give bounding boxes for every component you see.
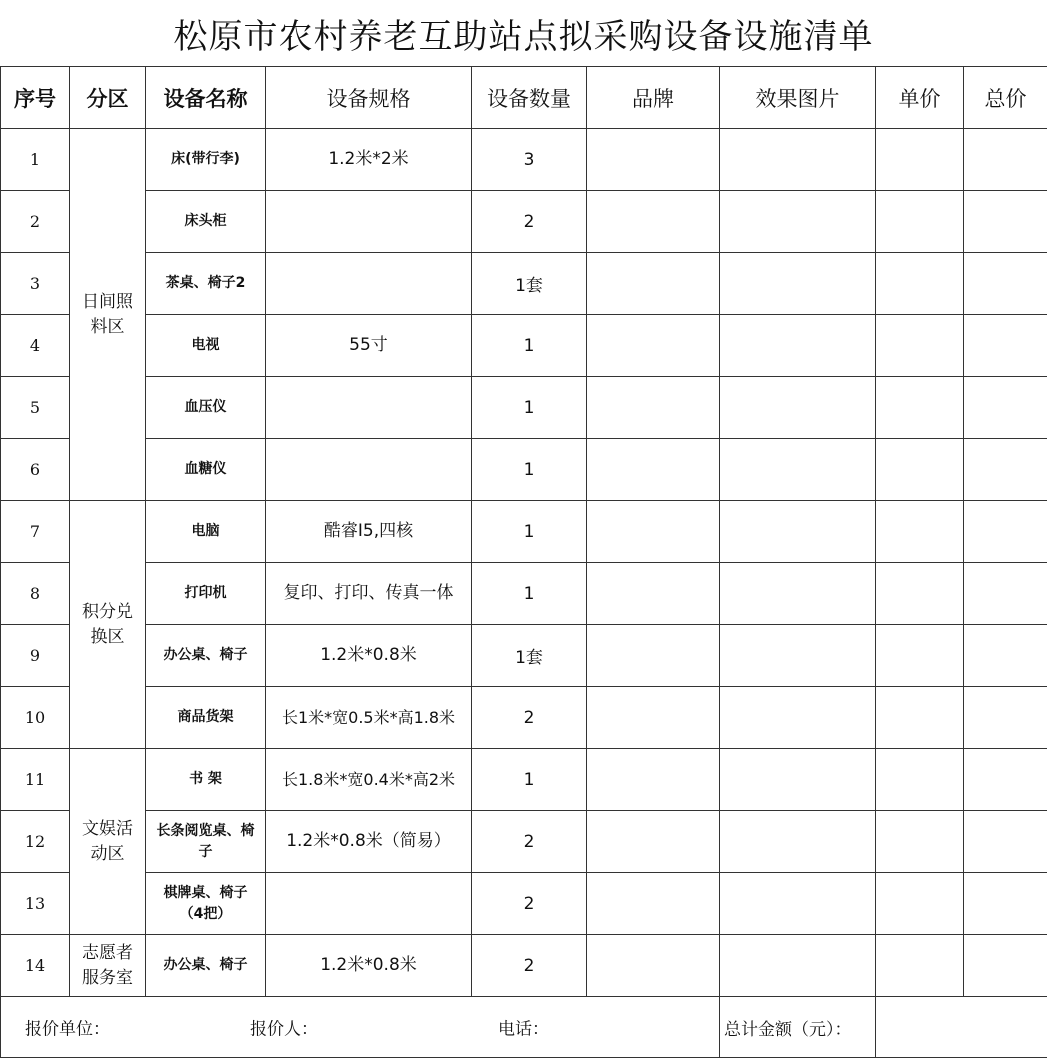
brand-cell[interactable] <box>587 253 720 315</box>
equipment-spec: 1.2米*0.8米 <box>266 935 472 997</box>
zone-cell <box>70 749 146 935</box>
header-cell: 效果图片 <box>720 67 876 129</box>
equipment-name: 茶桌、椅子2 <box>146 253 266 315</box>
total-price-cell[interactable] <box>964 873 1047 935</box>
equipment-qty: 2 <box>472 935 587 997</box>
total-amount-value[interactable] <box>876 997 1047 1058</box>
equipment-spec-text: 复印、打印、传真一体 <box>283 583 454 603</box>
row-number: 3 <box>1 253 70 315</box>
equipment-name: 电脑 <box>146 501 266 563</box>
equipment-qty: 1 <box>472 749 587 811</box>
zone-cell <box>70 501 146 749</box>
equipment-name: 电视 <box>146 315 266 377</box>
header-cell: 设备名称 <box>146 67 266 129</box>
equipment-spec: 长1.8米*宽0.4米*高2米 <box>266 749 472 811</box>
total-price-cell[interactable] <box>964 935 1047 997</box>
equipment-qty: 3 <box>472 129 587 191</box>
table-row <box>1 129 1047 191</box>
unit-price-cell[interactable] <box>876 749 964 811</box>
image-cell[interactable] <box>720 749 876 811</box>
table-row <box>1 687 1047 749</box>
total-price-cell[interactable] <box>964 315 1047 377</box>
row-number: 14 <box>1 935 70 997</box>
equipment-name: 办公桌、椅子 <box>146 935 266 997</box>
header-cell: 序号 <box>1 67 70 129</box>
equipment-name-text: 棋牌桌、椅子（4把） <box>163 884 248 922</box>
equipment-name-text: 长条阅览桌、椅子 <box>156 822 255 860</box>
zone-label: 志愿者服务室 <box>82 942 133 988</box>
unit-price-cell[interactable] <box>876 315 964 377</box>
total-price-cell[interactable] <box>964 129 1047 191</box>
equipment-name <box>146 811 266 873</box>
zone-label: 文娱活动区 <box>82 818 133 864</box>
equipment-qty: 2 <box>472 687 587 749</box>
equipment-qty: 2 <box>472 873 587 935</box>
unit-price-cell[interactable] <box>876 129 964 191</box>
header-row <box>1 67 1047 129</box>
brand-cell[interactable] <box>587 439 720 501</box>
brand-cell[interactable] <box>587 501 720 563</box>
total-price-cell[interactable] <box>964 191 1047 253</box>
equipment-qty: 1 <box>472 315 587 377</box>
equipment-qty: 1套 <box>472 625 587 687</box>
unit-price-cell[interactable] <box>876 377 964 439</box>
equipment-spec: 酷睿I5,四核 <box>266 501 472 563</box>
total-price-cell[interactable] <box>964 563 1047 625</box>
row-number: 10 <box>1 687 70 749</box>
image-cell[interactable] <box>720 935 876 997</box>
equipment-name: 商品货架 <box>146 687 266 749</box>
equipment-spec <box>266 191 472 253</box>
equipment-table <box>0 66 1047 1058</box>
unit-price-cell[interactable] <box>876 873 964 935</box>
total-price-cell[interactable] <box>964 377 1047 439</box>
equipment-spec <box>266 563 472 625</box>
header-cell: 总价 <box>964 67 1047 129</box>
unit-price-cell[interactable] <box>876 687 964 749</box>
row-number: 8 <box>1 563 70 625</box>
equipment-name: 床头柜 <box>146 191 266 253</box>
row-number: 13 <box>1 873 70 935</box>
image-cell[interactable] <box>720 687 876 749</box>
brand-cell[interactable] <box>587 749 720 811</box>
table-row <box>1 873 1047 935</box>
table-row <box>1 439 1047 501</box>
header-cell: 单价 <box>876 67 964 129</box>
image-cell[interactable] <box>720 253 876 315</box>
equipment-qty: 1 <box>472 501 587 563</box>
table-row <box>1 501 1047 563</box>
row-number: 7 <box>1 501 70 563</box>
image-cell[interactable] <box>720 129 876 191</box>
row-number: 6 <box>1 439 70 501</box>
row-number: 12 <box>1 811 70 873</box>
table-row <box>1 191 1047 253</box>
quoter-label: 报价人： <box>250 1019 318 1040</box>
total-price-cell[interactable] <box>964 439 1047 501</box>
brand-cell[interactable] <box>587 935 720 997</box>
header-cell: 品牌 <box>587 67 720 129</box>
image-cell[interactable] <box>720 377 876 439</box>
equipment-qty: 2 <box>472 191 587 253</box>
brand-cell[interactable] <box>587 315 720 377</box>
equipment-name <box>146 873 266 935</box>
zone-label: 日间照料区 <box>82 291 133 337</box>
row-number: 1 <box>1 129 70 191</box>
row-number: 9 <box>1 625 70 687</box>
image-cell[interactable] <box>720 811 876 873</box>
total-price-cell[interactable] <box>964 811 1047 873</box>
image-cell[interactable] <box>720 563 876 625</box>
header-cell: 分区 <box>70 67 146 129</box>
phone-label: 电话： <box>498 1019 549 1040</box>
image-cell[interactable] <box>720 315 876 377</box>
total-amount-label: 总计金额（元）： <box>720 997 876 1058</box>
table-row <box>1 625 1047 687</box>
equipment-spec: 1.2米*0.8米（简易） <box>266 811 472 873</box>
equipment-name: 办公桌、椅子 <box>146 625 266 687</box>
brand-cell[interactable] <box>587 563 720 625</box>
total-price-cell[interactable] <box>964 749 1047 811</box>
unit-price-cell[interactable] <box>876 935 964 997</box>
equipment-qty: 1套 <box>472 253 587 315</box>
table-row <box>1 811 1047 873</box>
table-row <box>1 563 1047 625</box>
brand-cell[interactable] <box>587 129 720 191</box>
equipment-qty: 1 <box>472 563 587 625</box>
brand-cell[interactable] <box>587 377 720 439</box>
equipment-spec <box>266 439 472 501</box>
brand-cell[interactable] <box>587 873 720 935</box>
row-number: 5 <box>1 377 70 439</box>
image-cell[interactable] <box>720 625 876 687</box>
equipment-spec <box>266 873 472 935</box>
table-row <box>1 315 1047 377</box>
unit-price-cell[interactable] <box>876 563 964 625</box>
brand-cell[interactable] <box>587 811 720 873</box>
unit-price-cell[interactable] <box>876 439 964 501</box>
equipment-name: 书 架 <box>146 749 266 811</box>
equipment-qty: 1 <box>472 439 587 501</box>
equipment-name: 血压仪 <box>146 377 266 439</box>
equipment-spec: 长1米*宽0.5米*高1.8米 <box>266 687 472 749</box>
equipment-qty: 1 <box>472 377 587 439</box>
total-price-cell[interactable] <box>964 625 1047 687</box>
table-row <box>1 935 1047 997</box>
image-cell[interactable] <box>720 439 876 501</box>
unit-price-cell[interactable] <box>876 253 964 315</box>
equipment-spec: 1.2米*0.8米 <box>266 625 472 687</box>
equipment-name: 血糖仪 <box>146 439 266 501</box>
equipment-name: 床(带行李) <box>146 129 266 191</box>
brand-cell[interactable] <box>587 191 720 253</box>
table-row <box>1 377 1047 439</box>
quote-info-cell <box>1 997 720 1058</box>
brand-cell[interactable] <box>587 625 720 687</box>
unit-price-cell[interactable] <box>876 501 964 563</box>
footer-row <box>1 997 1047 1058</box>
table-row <box>1 749 1047 811</box>
equipment-qty: 2 <box>472 811 587 873</box>
page-title: 松原市农村养老互助站点拟采购设备设施清单 <box>173 16 874 57</box>
unit-price-cell[interactable] <box>876 191 964 253</box>
equipment-spec <box>266 253 472 315</box>
quote-unit-label: 报价单位： <box>25 1019 110 1040</box>
header-cell: 设备规格 <box>266 67 472 129</box>
row-number: 4 <box>1 315 70 377</box>
row-number: 11 <box>1 749 70 811</box>
table-row <box>1 253 1047 315</box>
equipment-spec: 1.2米*2米 <box>266 129 472 191</box>
total-price-cell[interactable] <box>964 253 1047 315</box>
header-cell: 设备数量 <box>472 67 587 129</box>
brand-cell[interactable] <box>587 687 720 749</box>
unit-price-cell[interactable] <box>876 811 964 873</box>
equipment-name: 打印机 <box>146 563 266 625</box>
unit-price-cell[interactable] <box>876 625 964 687</box>
image-cell[interactable] <box>720 501 876 563</box>
image-cell[interactable] <box>720 873 876 935</box>
image-cell[interactable] <box>720 191 876 253</box>
row-number: 2 <box>1 191 70 253</box>
zone-label: 积分兑换区 <box>82 601 133 647</box>
equipment-spec: 55寸 <box>266 315 472 377</box>
total-price-cell[interactable] <box>964 687 1047 749</box>
equipment-spec <box>266 377 472 439</box>
zone-cell <box>70 935 146 997</box>
zone-cell <box>70 129 146 501</box>
total-price-cell[interactable] <box>964 501 1047 563</box>
